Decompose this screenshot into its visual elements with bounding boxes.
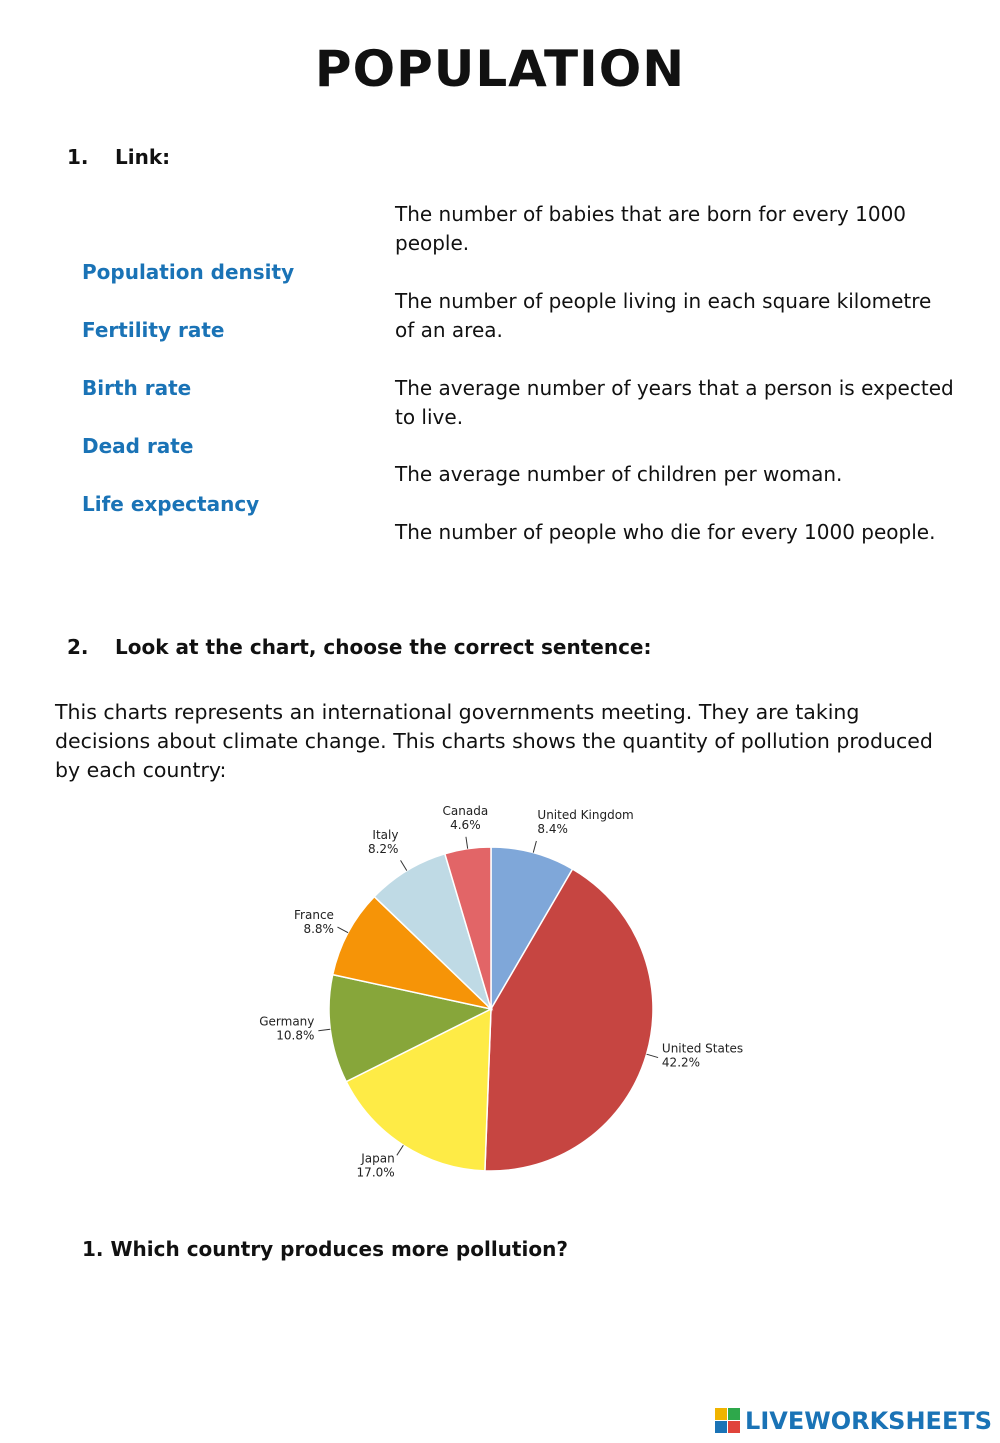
pie-leader-canada bbox=[466, 837, 468, 849]
definition-children[interactable]: The average number of children per woman. bbox=[395, 462, 843, 486]
question-2-heading bbox=[67, 635, 767, 663]
pie-value-france: 8.8% bbox=[303, 922, 334, 937]
pie-leader-united-states bbox=[647, 1054, 659, 1057]
term-dead-rate[interactable]: Dead rate bbox=[82, 434, 194, 458]
pie-label-japan: Japan bbox=[361, 1151, 395, 1166]
pie-leader-germany bbox=[318, 1029, 330, 1031]
liveworksheets-brand bbox=[715, 1404, 992, 1438]
definition-deaths[interactable]: The number of people who die for every 1000 people. bbox=[395, 520, 936, 544]
pie-value-united-states: 42.2% bbox=[661, 1055, 701, 1070]
pie-value-germany: 10.8% bbox=[276, 1028, 315, 1043]
definition-life-years[interactable]: The average number of years that a person is expected to live. bbox=[395, 376, 954, 429]
liveworksheets-logo-icon bbox=[715, 1408, 741, 1434]
pie-label-united-states: United States bbox=[661, 1041, 744, 1056]
pie-label-canada: Canada bbox=[442, 803, 489, 818]
pie-label-germany: Germany bbox=[259, 1014, 315, 1029]
term-birth-rate[interactable]: Birth rate bbox=[82, 376, 192, 400]
pie-leader-france bbox=[337, 927, 348, 933]
term-fertility-rate[interactable]: Fertility rate bbox=[82, 318, 225, 342]
definition-density[interactable]: The number of people living in each square kilometre of an area. bbox=[395, 289, 932, 342]
page-title: POPULATION bbox=[314, 40, 686, 98]
pie-label-united-kingdom: United Kingdom bbox=[537, 808, 634, 823]
sub-question-1: 1. Which country produces more pollution? bbox=[82, 1237, 568, 1261]
question-1-heading bbox=[67, 145, 267, 173]
term-population-density[interactable]: Population density bbox=[82, 260, 295, 284]
pie-leader-italy bbox=[401, 860, 407, 870]
pie-value-japan: 17.0% bbox=[356, 1165, 395, 1180]
pie-value-canada: 4.6% bbox=[450, 817, 481, 832]
question-2-text: Look at the chart, choose the correct sentence: bbox=[115, 635, 652, 659]
question-2-number: 2. bbox=[67, 635, 89, 659]
pie-leader-united-kingdom bbox=[533, 841, 536, 853]
pollution-pie-chart bbox=[250, 800, 770, 1200]
pie-value-italy: 8.2% bbox=[367, 841, 399, 856]
question-1-text: Link: bbox=[115, 145, 171, 169]
question-1-number: 1. bbox=[67, 145, 89, 169]
term-life-expectancy[interactable]: Life expectancy bbox=[82, 492, 260, 516]
pie-leader-japan bbox=[397, 1145, 403, 1155]
definition-births[interactable]: The number of babies that are born for every 1000 people. bbox=[395, 202, 907, 255]
pie-label-france: France bbox=[294, 908, 334, 923]
liveworksheets-text: LIVEWORKSHEETS bbox=[745, 1407, 992, 1435]
chart-intro-text: This charts represents an international governments meeting. They are taking decisions about climate change. This charts shows the quantity of pollution produced by each country: bbox=[55, 700, 933, 782]
pie-label-italy: Italy bbox=[372, 827, 399, 842]
pie-value-united-kingdom: 8.4% bbox=[537, 822, 568, 837]
